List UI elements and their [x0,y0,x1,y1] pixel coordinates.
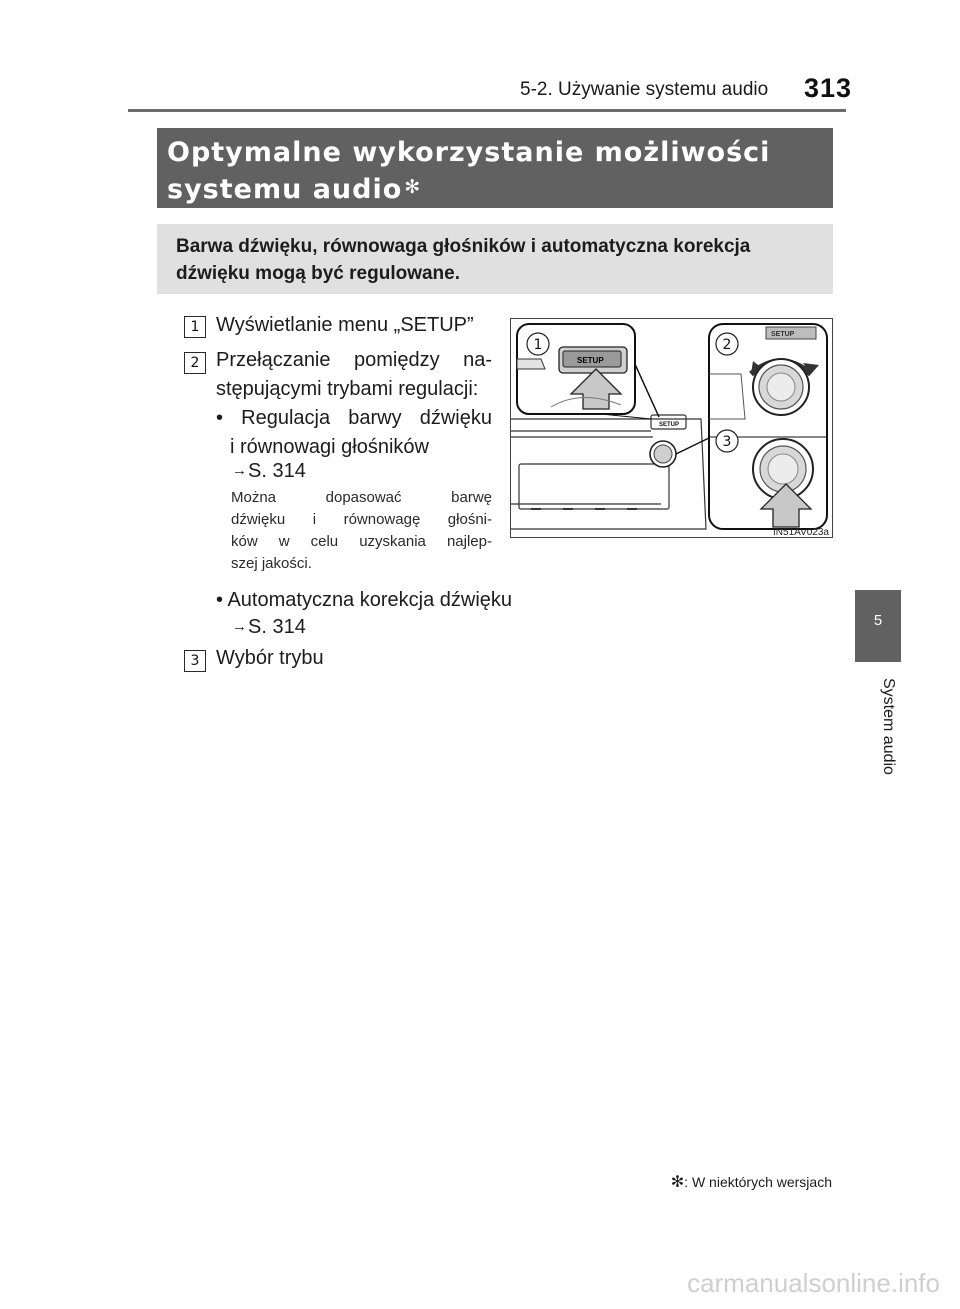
setup-top-label: SETUP [771,331,795,338]
intro-line2: dźwięku mogą być regulowane. [176,263,461,284]
watermark: carmanualsonline.info [687,1268,940,1298]
page-title-line2: systemu audio [167,174,403,205]
item-number-2: 2 [184,352,206,374]
bullet-1-line1: • Regulacja barwy dźwięku [216,407,492,429]
audio-panel-illustration [510,318,833,538]
item-3-text: Wybór trybu [216,647,324,669]
head-unit [511,415,706,529]
item-number-3: 3 [184,650,206,672]
item-2-line1: Przełączanie pomiędzy na- [216,349,492,371]
bullet-1-note-line4: szej jakości. [231,555,312,572]
asterisk-icon: ✻ [404,176,422,198]
page-title [167,134,827,208]
intro-text [176,233,826,287]
page-number: 313 [804,73,853,103]
bullet-1-ref-text: S. 314 [248,460,306,482]
bullet-2-line1: • Automatyczna korekcja dźwięku [216,589,513,611]
item-number-1: 1 [184,316,206,338]
callout-2-3-zoom [676,324,827,529]
setup-button-small-label: SETUP [659,422,680,428]
setup-button-label: SETUP [577,356,604,365]
bullet-1-line2: i równowagi głośników [230,436,429,458]
callout-3-number: 3 [722,434,732,450]
intro-line1: Barwa dźwięku, równowaga głośników i automatyczna korekcja [176,236,751,257]
item-1-text: Wyświetlanie menu „SETUP” [216,314,474,336]
audio-panel-drawing [511,319,833,538]
bullet-1-ref [232,456,306,486]
page-title-line1: Optymalne wykorzystanie możliwości [167,137,771,168]
footnote-text: : W niektórych wersjach [684,1174,832,1190]
callout-2-number: 2 [722,337,732,353]
chapter-tab: 5 [855,590,901,662]
bullet-2-ref [232,612,306,642]
header-divider [128,109,846,112]
page-title-line2-wrap [167,171,827,208]
figure-code: IN51AV023a [773,527,829,538]
footnote [620,1172,832,1192]
bullet-2-ref-text: S. 314 [248,616,306,638]
arrow-right-icon: → [232,462,247,479]
section-heading: 5-2. Używanie systemu audio [520,79,769,100]
bullet-1-note-line3: ków w celu uzyskania najlep- [231,533,492,550]
callout-1-number: 1 [533,337,543,353]
knob-small-inner [654,445,672,463]
bullet-1-note-line1: Można dopasować barwę [231,489,492,506]
bullet-1-note-line2: dźwięku i równowagę głośni- [231,511,492,528]
asterisk-icon: ✻ [670,1174,685,1191]
item-2-line2: stępującymi trybami regulacji: [216,378,479,400]
arrow-right-icon: → [232,618,247,635]
chapter-tab-label: System audio [880,678,897,775]
